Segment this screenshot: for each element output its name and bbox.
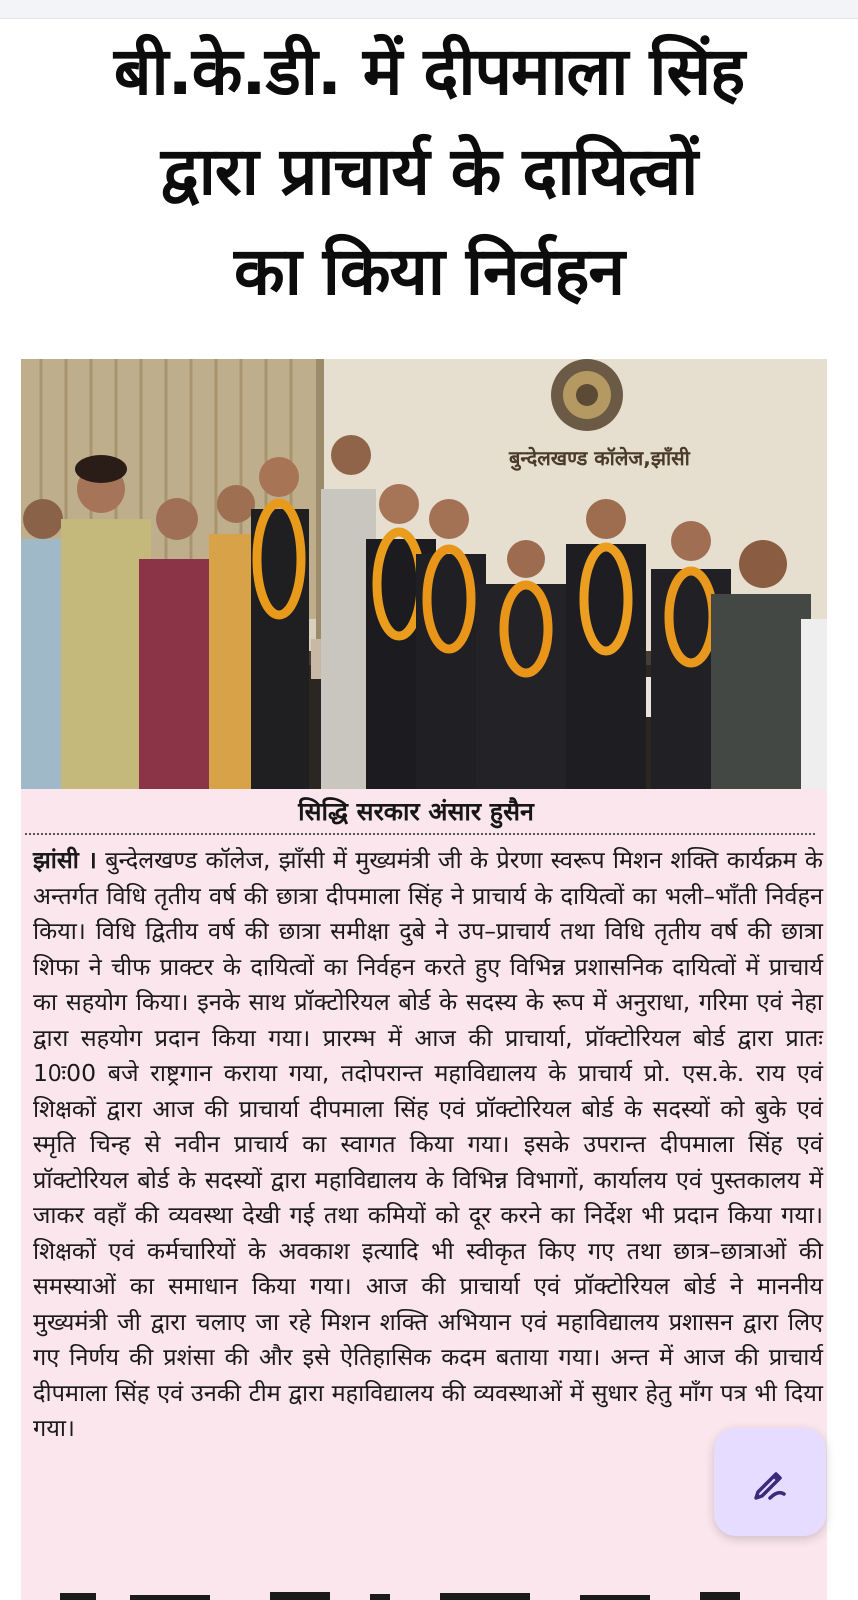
headline-line-1: बी.के.डी. में दीपमाला सिंह (113, 33, 745, 110)
headline-line-2: द्वारा प्राचार्य के दायित्वों (160, 133, 698, 210)
dateline: झांसी । (33, 846, 97, 874)
browser-top-bar (0, 0, 858, 19)
wall-sign: बुन्देलखण्ड कॉलेज,झाँसी (509, 446, 690, 470)
article-body (33, 843, 823, 1447)
byline: सिद्धि सरकार अंसार हुसैन (298, 797, 534, 826)
edit-pen-icon (748, 1460, 792, 1504)
article-panel (21, 789, 827, 1600)
headline-line-3: का किया निर्वहन (234, 233, 624, 310)
news-photo (21, 359, 827, 789)
headline (18, 22, 840, 322)
college-emblem (551, 359, 623, 431)
edit-fab-button[interactable] (714, 1428, 826, 1536)
dotted-divider (25, 833, 815, 835)
next-headline-fragment (20, 1588, 826, 1600)
article-text: बुन्देलखण्ड कॉलेज, झाँसी में मुख्यमंत्री जी के प्रेरणा स्वरूप मिशन शक्ति कार्यक्रम के अन्तर्गत विधि तृतीय वर्ष की छात्रा दीपमाला सिंह ने प्राचार्य के दायित्वों का भली–भाँती निर्वहन किया। विधि द्वितीय वर्ष की छात्रा समीक्षा दुबे ने उप–प्राचार्य तथा विधि तृतीय वर्ष की छात्रा शिफा ने चीफ प्राक्टर के दायित्वों का निर्वहन करते हुए विभिन्न प्रशासनिक दायित्वों में प्राचार्य का सहयोग किया। इनके साथ प्रॉक्टोरियल बोर्ड के सदस्य के रूप में अनुराधा, गरिमा एवं नेहा द्वारा सहयोग प्रदान किया गया। प्रारम्भ में आज की प्राचार्या, प्रॉक्टोरियल बोर्ड द्वारा प्रातः 10ः00 बजे राष्ट्रगान कराया गया, तदोपरान्त महाविद्यालय के प्राचार्य प्रो. एस.के. राय एवं शिक्षकों द्वारा आज की प्राचार्या दीपमाला सिंह एवं प्रॉक्टोरियल बोर्ड के सदस्यों को बुके एवं स्मृति चिन्ह से नवीन प्राचार्य का स्वागत किया गया। इसके उपरान्त दीपमाला सिंह एवं प्रॉक्टोरियल बोर्ड के सदस्यों द्वारा महाविद्यालय के विभिन्न विभागों, कार्यालय एवं पुस्तकालय में जाकर वहाँ की व्यवस्था देखी गई तथा कमियों को दूर करने का निर्देश भी प्रदान किया गया। शिक्षकों एवं कर्मचारियों के अवकाश इत्यादि भी स्वीकृत किए गए तथा छात्र–छात्राओं की समस्याओं का समाधान किया गया। आज की प्राचार्या एवं प्रॉक्टोरियल बोर्ड ने माननीय मुख्यमंत्री जी द्वारा चलाए जा रहे मिशन शक्ति अभियान एवं महाविद्यालय प्रशासन द्वारा लिए गए निर्णय की प्रशंसा की और इसे ऐतिहासिक कदम बताया गया। अन्त में आज की प्राचार्य दीपमाला सिंह एवं उनकी टीम द्वारा महाविद्यालय की व्यवस्थाओं में सुधार हेतु माँग पत्र भी दिया गया। (33, 846, 823, 1442)
